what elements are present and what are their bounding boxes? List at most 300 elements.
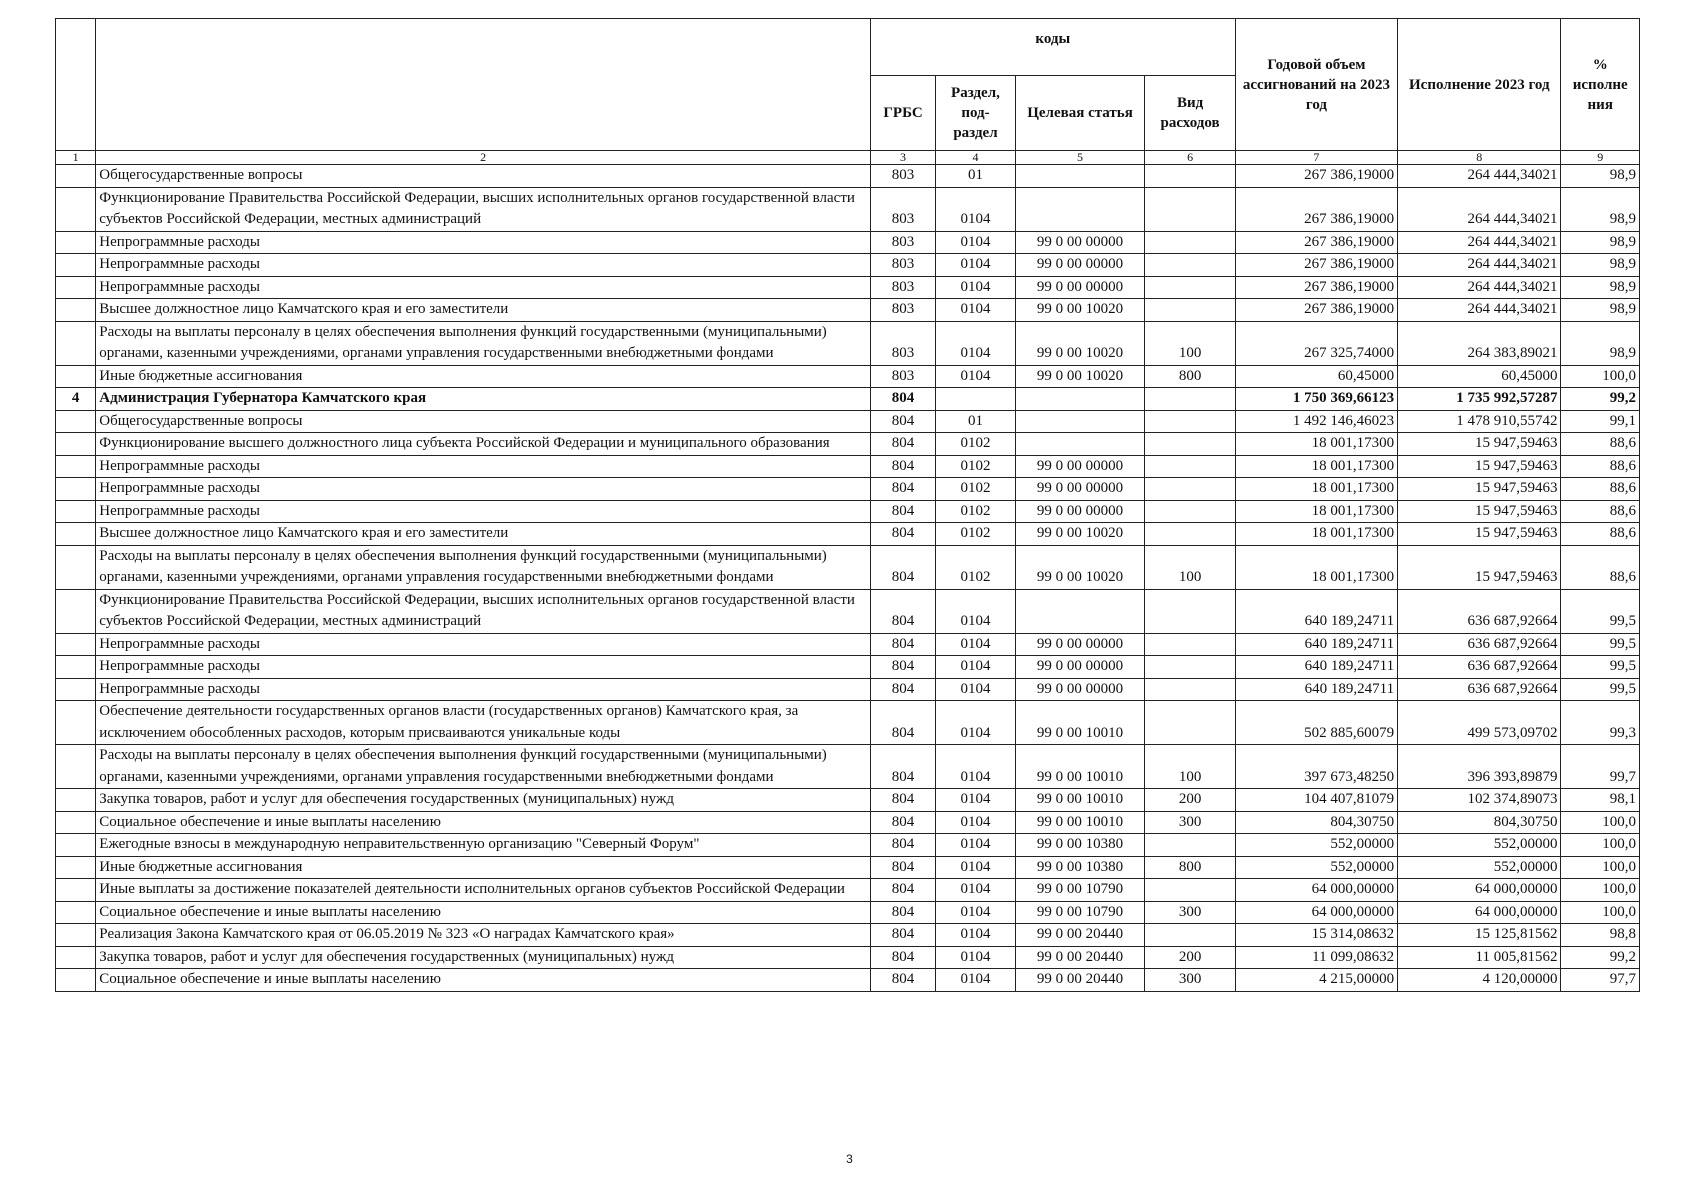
expense-type-cell: 800 [1145,365,1235,388]
razdel-cell: 0104 [936,745,1016,789]
column-numbers-row [56,151,1640,165]
target-article-cell: 99 0 00 10020 [1015,365,1145,388]
execution-cell: 15 947,59463 [1398,545,1561,589]
execution-percent-cell: 100,0 [1561,879,1640,902]
grbs-cell: 803 [870,276,935,299]
grbs-cell: 804 [870,410,935,433]
row-number-cell [56,500,96,523]
razdel-cell: 0104 [936,924,1016,947]
table-row [56,924,1640,947]
execution-percent-cell: 98,1 [1561,789,1640,812]
table-row [56,701,1640,745]
grbs-cell: 804 [870,745,935,789]
table-row [56,388,1640,411]
row-name-cell: Непрограммные расходы [96,231,871,254]
row-number-cell: 4 [56,388,96,411]
execution-percent-cell: 98,9 [1561,165,1640,188]
table-row [56,276,1640,299]
page-number: 3 [846,1152,853,1166]
row-number-cell [56,299,96,322]
grbs-cell: 804 [870,879,935,902]
annual-volume-cell: 18 001,17300 [1235,478,1397,501]
row-name-cell: Непрограммные расходы [96,678,871,701]
column-number-cell: 5 [1015,151,1145,165]
execution-cell: 102 374,89073 [1398,789,1561,812]
annual-volume-cell: 18 001,17300 [1235,455,1397,478]
target-article-cell: 99 0 00 00000 [1015,231,1145,254]
expense-type-cell [1145,299,1235,322]
razdel-cell: 0102 [936,500,1016,523]
execution-cell: 264 444,34021 [1398,254,1561,277]
row-name-cell: Непрограммные расходы [96,478,871,501]
row-name-cell: Непрограммные расходы [96,254,871,277]
razdel-cell: 0104 [936,633,1016,656]
annual-volume-cell: 267 386,19000 [1235,231,1397,254]
table-row [56,633,1640,656]
table-row [56,433,1640,456]
target-article-cell: 99 0 00 10380 [1015,856,1145,879]
expense-type-cell [1145,879,1235,902]
expense-type-cell [1145,455,1235,478]
column-number-cell: 4 [936,151,1016,165]
razdel-cell: 0104 [936,678,1016,701]
table-row [56,946,1640,969]
expense-type-cell [1145,410,1235,433]
expense-type-cell [1145,924,1235,947]
expense-type-cell [1145,500,1235,523]
grbs-cell: 803 [870,187,935,231]
table-row [56,523,1640,546]
row-number-cell [56,901,96,924]
razdel-cell: 0102 [936,545,1016,589]
razdel-cell: 0104 [936,946,1016,969]
execution-percent-cell: 98,9 [1561,254,1640,277]
annual-volume-cell: 15 314,08632 [1235,924,1397,947]
expense-type-cell [1145,478,1235,501]
grbs-cell: 804 [870,589,935,633]
annual-volume-cell: 64 000,00000 [1235,901,1397,924]
target-article-cell: 99 0 00 00000 [1015,500,1145,523]
target-article-cell: 99 0 00 10790 [1015,879,1145,902]
razdel-cell: 0104 [936,811,1016,834]
target-article-cell: 99 0 00 10010 [1015,811,1145,834]
expense-type-cell: 100 [1145,321,1235,365]
execution-percent-cell: 98,8 [1561,924,1640,947]
row-name-cell: Расходы на выплаты персоналу в целях обеспечения выполнения функций государственными (муниципальными) органами, казенными учреждениями, органами управления государственными внебюджетными фондами [96,321,871,365]
razdel-cell: 0104 [936,656,1016,679]
table-row [56,478,1640,501]
table-body [56,165,1640,992]
target-article-cell: 99 0 00 00000 [1015,254,1145,277]
row-number-cell [56,478,96,501]
annual-volume-cell: 4 215,00000 [1235,969,1397,992]
target-article-cell: 99 0 00 00000 [1015,276,1145,299]
target-article-cell: 99 0 00 00000 [1015,656,1145,679]
razdel-cell: 0104 [936,901,1016,924]
row-number-cell [56,633,96,656]
grbs-cell: 804 [870,901,935,924]
expense-type-cell [1145,388,1235,411]
row-number-cell [56,410,96,433]
grbs-cell: 804 [870,500,935,523]
row-number-cell [56,254,96,277]
header-row-top [56,19,1640,76]
razdel-cell [936,388,1016,411]
table-row [56,299,1640,322]
execution-percent-cell: 88,6 [1561,523,1640,546]
annual-volume-cell: 18 001,17300 [1235,433,1397,456]
target-article-cell: 99 0 00 10010 [1015,789,1145,812]
header-execution: Исполнение 2023 год [1398,19,1561,151]
grbs-cell: 804 [870,478,935,501]
expense-type-cell: 200 [1145,946,1235,969]
grbs-cell: 804 [870,388,935,411]
expense-type-cell [1145,834,1235,857]
razdel-cell: 0102 [936,523,1016,546]
razdel-cell: 0104 [936,231,1016,254]
table-row [56,901,1640,924]
table-row [56,545,1640,589]
razdel-cell: 0102 [936,433,1016,456]
expense-type-cell: 300 [1145,901,1235,924]
annual-volume-cell: 18 001,17300 [1235,500,1397,523]
target-article-cell: 99 0 00 10790 [1015,901,1145,924]
table-row [56,365,1640,388]
razdel-cell: 0104 [936,254,1016,277]
table-row [56,254,1640,277]
table-row [56,500,1640,523]
expense-type-cell [1145,633,1235,656]
column-number-cell: 9 [1561,151,1640,165]
header-grbs: ГРБС [870,76,935,151]
annual-volume-cell: 267 386,19000 [1235,276,1397,299]
row-name-cell: Непрограммные расходы [96,633,871,656]
row-name-cell: Высшее должностное лицо Камчатского края и его заместители [96,523,871,546]
table-row [56,856,1640,879]
execution-percent-cell: 98,9 [1561,187,1640,231]
row-name-cell: Функционирование Правительства Российской Федерации, высших исполнительных органов государственной власти субъектов Российской Федерации, местных администраций [96,187,871,231]
table-row [56,789,1640,812]
annual-volume-cell: 502 885,60079 [1235,701,1397,745]
execution-cell: 15 947,59463 [1398,455,1561,478]
row-name-cell: Функционирование высшего должностного лица субъекта Российской Федерации и муниципального образования [96,433,871,456]
row-name-cell: Непрограммные расходы [96,500,871,523]
grbs-cell: 804 [870,969,935,992]
grbs-cell: 803 [870,299,935,322]
execution-percent-cell: 100,0 [1561,834,1640,857]
execution-cell: 264 444,34021 [1398,276,1561,299]
row-number-cell [56,701,96,745]
annual-volume-cell: 267 386,19000 [1235,165,1397,188]
execution-cell: 264 444,34021 [1398,299,1561,322]
execution-percent-cell: 98,9 [1561,231,1640,254]
annual-volume-cell: 640 189,24711 [1235,656,1397,679]
grbs-cell: 804 [870,633,935,656]
grbs-cell: 804 [870,545,935,589]
execution-percent-cell: 99,5 [1561,589,1640,633]
expense-type-cell [1145,276,1235,299]
row-number-cell [56,656,96,679]
target-article-cell: 99 0 00 20440 [1015,946,1145,969]
annual-volume-cell: 267 386,19000 [1235,187,1397,231]
table-row [56,187,1640,231]
execution-percent-cell: 88,6 [1561,478,1640,501]
row-number-cell [56,745,96,789]
annual-volume-cell: 11 099,08632 [1235,946,1397,969]
row-name-cell: Общегосударственные вопросы [96,165,871,188]
razdel-cell: 0104 [936,969,1016,992]
execution-percent-cell: 99,1 [1561,410,1640,433]
annual-volume-cell: 18 001,17300 [1235,523,1397,546]
execution-percent-cell: 99,2 [1561,388,1640,411]
razdel-cell: 0104 [936,299,1016,322]
expense-type-cell [1145,678,1235,701]
grbs-cell: 803 [870,254,935,277]
expense-type-cell [1145,701,1235,745]
row-number-cell [56,924,96,947]
expense-type-cell: 100 [1145,745,1235,789]
grbs-cell: 803 [870,165,935,188]
row-number-cell [56,811,96,834]
execution-cell: 396 393,89879 [1398,745,1561,789]
column-number-cell: 1 [56,151,96,165]
row-name-cell: Иные бюджетные ассигнования [96,365,871,388]
execution-percent-cell: 100,0 [1561,856,1640,879]
target-article-cell [1015,589,1145,633]
execution-cell: 11 005,81562 [1398,946,1561,969]
grbs-cell: 804 [870,523,935,546]
execution-cell: 264 444,34021 [1398,231,1561,254]
target-article-cell: 99 0 00 20440 [1015,924,1145,947]
razdel-cell: 0104 [936,276,1016,299]
execution-cell: 499 573,09702 [1398,701,1561,745]
expense-type-cell [1145,187,1235,231]
annual-volume-cell: 267 386,19000 [1235,299,1397,322]
razdel-cell: 0104 [936,589,1016,633]
execution-percent-cell: 99,7 [1561,745,1640,789]
execution-percent-cell: 88,6 [1561,500,1640,523]
table-row [56,745,1640,789]
razdel-cell: 0104 [936,187,1016,231]
expense-type-cell: 100 [1145,545,1235,589]
execution-percent-cell: 98,9 [1561,321,1640,365]
header-annual-volume: Годовой объем ассигнований на 2023 год [1235,19,1397,151]
header-cell-empty-name [96,19,871,151]
execution-cell: 636 687,92664 [1398,633,1561,656]
row-number-cell [56,545,96,589]
expense-type-cell [1145,656,1235,679]
grbs-cell: 804 [870,946,935,969]
row-name-cell: Высшее должностное лицо Камчатского края и его заместители [96,299,871,322]
row-number-cell [56,523,96,546]
table-row [56,455,1640,478]
row-number-cell [56,187,96,231]
execution-cell: 264 383,89021 [1398,321,1561,365]
razdel-cell: 0104 [936,856,1016,879]
razdel-cell: 0104 [936,879,1016,902]
row-number-cell [56,969,96,992]
column-number-cell: 3 [870,151,935,165]
expense-type-cell: 300 [1145,969,1235,992]
column-number-cell: 8 [1398,151,1561,165]
execution-percent-cell: 88,6 [1561,455,1640,478]
table-row [56,969,1640,992]
annual-volume-cell: 267 386,19000 [1235,254,1397,277]
header-execution-percent: % исполне ния [1561,19,1640,151]
table-row [56,231,1640,254]
row-number-cell [56,455,96,478]
grbs-cell: 804 [870,455,935,478]
annual-volume-cell: 267 325,74000 [1235,321,1397,365]
budget-execution-table [55,18,1640,992]
expense-type-cell: 200 [1145,789,1235,812]
annual-volume-cell: 104 407,81079 [1235,789,1397,812]
execution-percent-cell: 99,3 [1561,701,1640,745]
execution-cell: 64 000,00000 [1398,879,1561,902]
target-article-cell: 99 0 00 20440 [1015,969,1145,992]
row-name-cell: Функционирование Правительства Российской Федерации, высших исполнительных органов государственной власти субъектов Российской Федерации, местных администраций [96,589,871,633]
header-codes-group: коды [870,19,1235,76]
table-row [56,834,1640,857]
grbs-cell: 804 [870,656,935,679]
annual-volume-cell: 1 492 146,46023 [1235,410,1397,433]
row-number-cell [56,433,96,456]
grbs-cell: 804 [870,433,935,456]
table-row [56,410,1640,433]
execution-cell: 4 120,00000 [1398,969,1561,992]
row-name-cell: Обеспечение деятельности государственных органов власти (государственных органов) Камчатского края, за исключением обособленных расходов, которым присваиваются уникальные коды [96,701,871,745]
header-razdel: Раздел, под-раздел [936,76,1016,151]
column-number-cell: 7 [1235,151,1397,165]
execution-cell: 264 444,34021 [1398,165,1561,188]
row-name-cell: Закупка товаров, работ и услуг для обеспечения государственных (муниципальных) нужд [96,946,871,969]
target-article-cell: 99 0 00 10010 [1015,745,1145,789]
table-row [56,879,1640,902]
annual-volume-cell: 552,00000 [1235,834,1397,857]
table-header [56,19,1640,165]
row-name-cell: Реализация Закона Камчатского края от 06.05.2019 № 323 «О наградах Камчатского края» [96,924,871,947]
grbs-cell: 804 [870,701,935,745]
target-article-cell: 99 0 00 10010 [1015,701,1145,745]
row-number-cell [56,879,96,902]
row-name-cell: Ежегодные взносы в международную неправительственную организацию "Северный Форум" [96,834,871,857]
grbs-cell: 804 [870,811,935,834]
row-number-cell [56,365,96,388]
row-number-cell [56,678,96,701]
annual-volume-cell: 397 673,48250 [1235,745,1397,789]
expense-type-cell [1145,589,1235,633]
table-row [56,589,1640,633]
target-article-cell: 99 0 00 00000 [1015,633,1145,656]
execution-cell: 15 947,59463 [1398,433,1561,456]
table-row [56,656,1640,679]
razdel-cell: 0104 [936,365,1016,388]
row-name-cell: Непрограммные расходы [96,455,871,478]
row-name-cell: Социальное обеспечение и иные выплаты населению [96,811,871,834]
execution-percent-cell: 100,0 [1561,811,1640,834]
row-number-cell [56,165,96,188]
grbs-cell: 804 [870,789,935,812]
row-number-cell [56,231,96,254]
target-article-cell: 99 0 00 00000 [1015,455,1145,478]
razdel-cell: 01 [936,410,1016,433]
execution-cell: 60,45000 [1398,365,1561,388]
execution-cell: 64 000,00000 [1398,901,1561,924]
execution-percent-cell: 99,5 [1561,656,1640,679]
execution-percent-cell: 99,2 [1561,946,1640,969]
header-expense-type: Вид расходов [1145,76,1235,151]
target-article-cell [1015,433,1145,456]
razdel-cell: 0104 [936,789,1016,812]
grbs-cell: 804 [870,856,935,879]
row-number-cell [56,589,96,633]
row-number-cell [56,834,96,857]
execution-cell: 15 947,59463 [1398,500,1561,523]
target-article-cell: 99 0 00 10020 [1015,523,1145,546]
execution-cell: 1 735 992,57287 [1398,388,1561,411]
annual-volume-cell: 552,00000 [1235,856,1397,879]
row-name-cell: Непрограммные расходы [96,656,871,679]
execution-cell: 804,30750 [1398,811,1561,834]
row-name-cell: Расходы на выплаты персоналу в целях обеспечения выполнения функций государственными (муниципальными) органами, казенными учреждениями, органами управления государственными внебюджетными фондами [96,745,871,789]
expense-type-cell [1145,254,1235,277]
target-article-cell [1015,388,1145,411]
column-number-cell: 2 [96,151,871,165]
execution-cell: 15 947,59463 [1398,478,1561,501]
row-name-cell: Общегосударственные вопросы [96,410,871,433]
row-name-cell: Закупка товаров, работ и услуг для обеспечения государственных (муниципальных) нужд [96,789,871,812]
target-article-cell: 99 0 00 10020 [1015,545,1145,589]
grbs-cell: 803 [870,231,935,254]
execution-cell: 264 444,34021 [1398,187,1561,231]
expense-type-cell [1145,433,1235,456]
execution-cell: 636 687,92664 [1398,656,1561,679]
grbs-cell: 804 [870,834,935,857]
column-number-cell: 6 [1145,151,1235,165]
razdel-cell: 0104 [936,701,1016,745]
table-row [56,321,1640,365]
annual-volume-cell: 1 750 369,66123 [1235,388,1397,411]
execution-cell: 636 687,92664 [1398,589,1561,633]
target-article-cell: 99 0 00 10020 [1015,321,1145,365]
grbs-cell: 804 [870,924,935,947]
execution-cell: 552,00000 [1398,834,1561,857]
row-name-cell: Расходы на выплаты персоналу в целях обеспечения выполнения функций государственными (муниципальными) органами, казенными учреждениями, органами управления государственными внебюджетными фондами [96,545,871,589]
target-article-cell [1015,410,1145,433]
execution-percent-cell: 100,0 [1561,901,1640,924]
row-name-cell: Непрограммные расходы [96,276,871,299]
annual-volume-cell: 804,30750 [1235,811,1397,834]
row-number-cell [56,276,96,299]
target-article-cell [1015,187,1145,231]
execution-cell: 1 478 910,55742 [1398,410,1561,433]
razdel-cell: 0102 [936,455,1016,478]
razdel-cell: 0104 [936,321,1016,365]
row-name-cell: Иные бюджетные ассигнования [96,856,871,879]
expense-type-cell [1145,231,1235,254]
table-row [56,811,1640,834]
grbs-cell: 803 [870,321,935,365]
execution-cell: 15 125,81562 [1398,924,1561,947]
expense-type-cell [1145,523,1235,546]
target-article-cell: 99 0 00 00000 [1015,678,1145,701]
expense-type-cell: 300 [1145,811,1235,834]
row-name-cell: Иные выплаты за достижение показателей деятельности исполнительных органов субъектов Российской Федерации [96,879,871,902]
execution-percent-cell: 88,6 [1561,433,1640,456]
table-row [56,165,1640,188]
row-name-cell: Администрация Губернатора Камчатского края [96,388,871,411]
annual-volume-cell: 64 000,00000 [1235,879,1397,902]
